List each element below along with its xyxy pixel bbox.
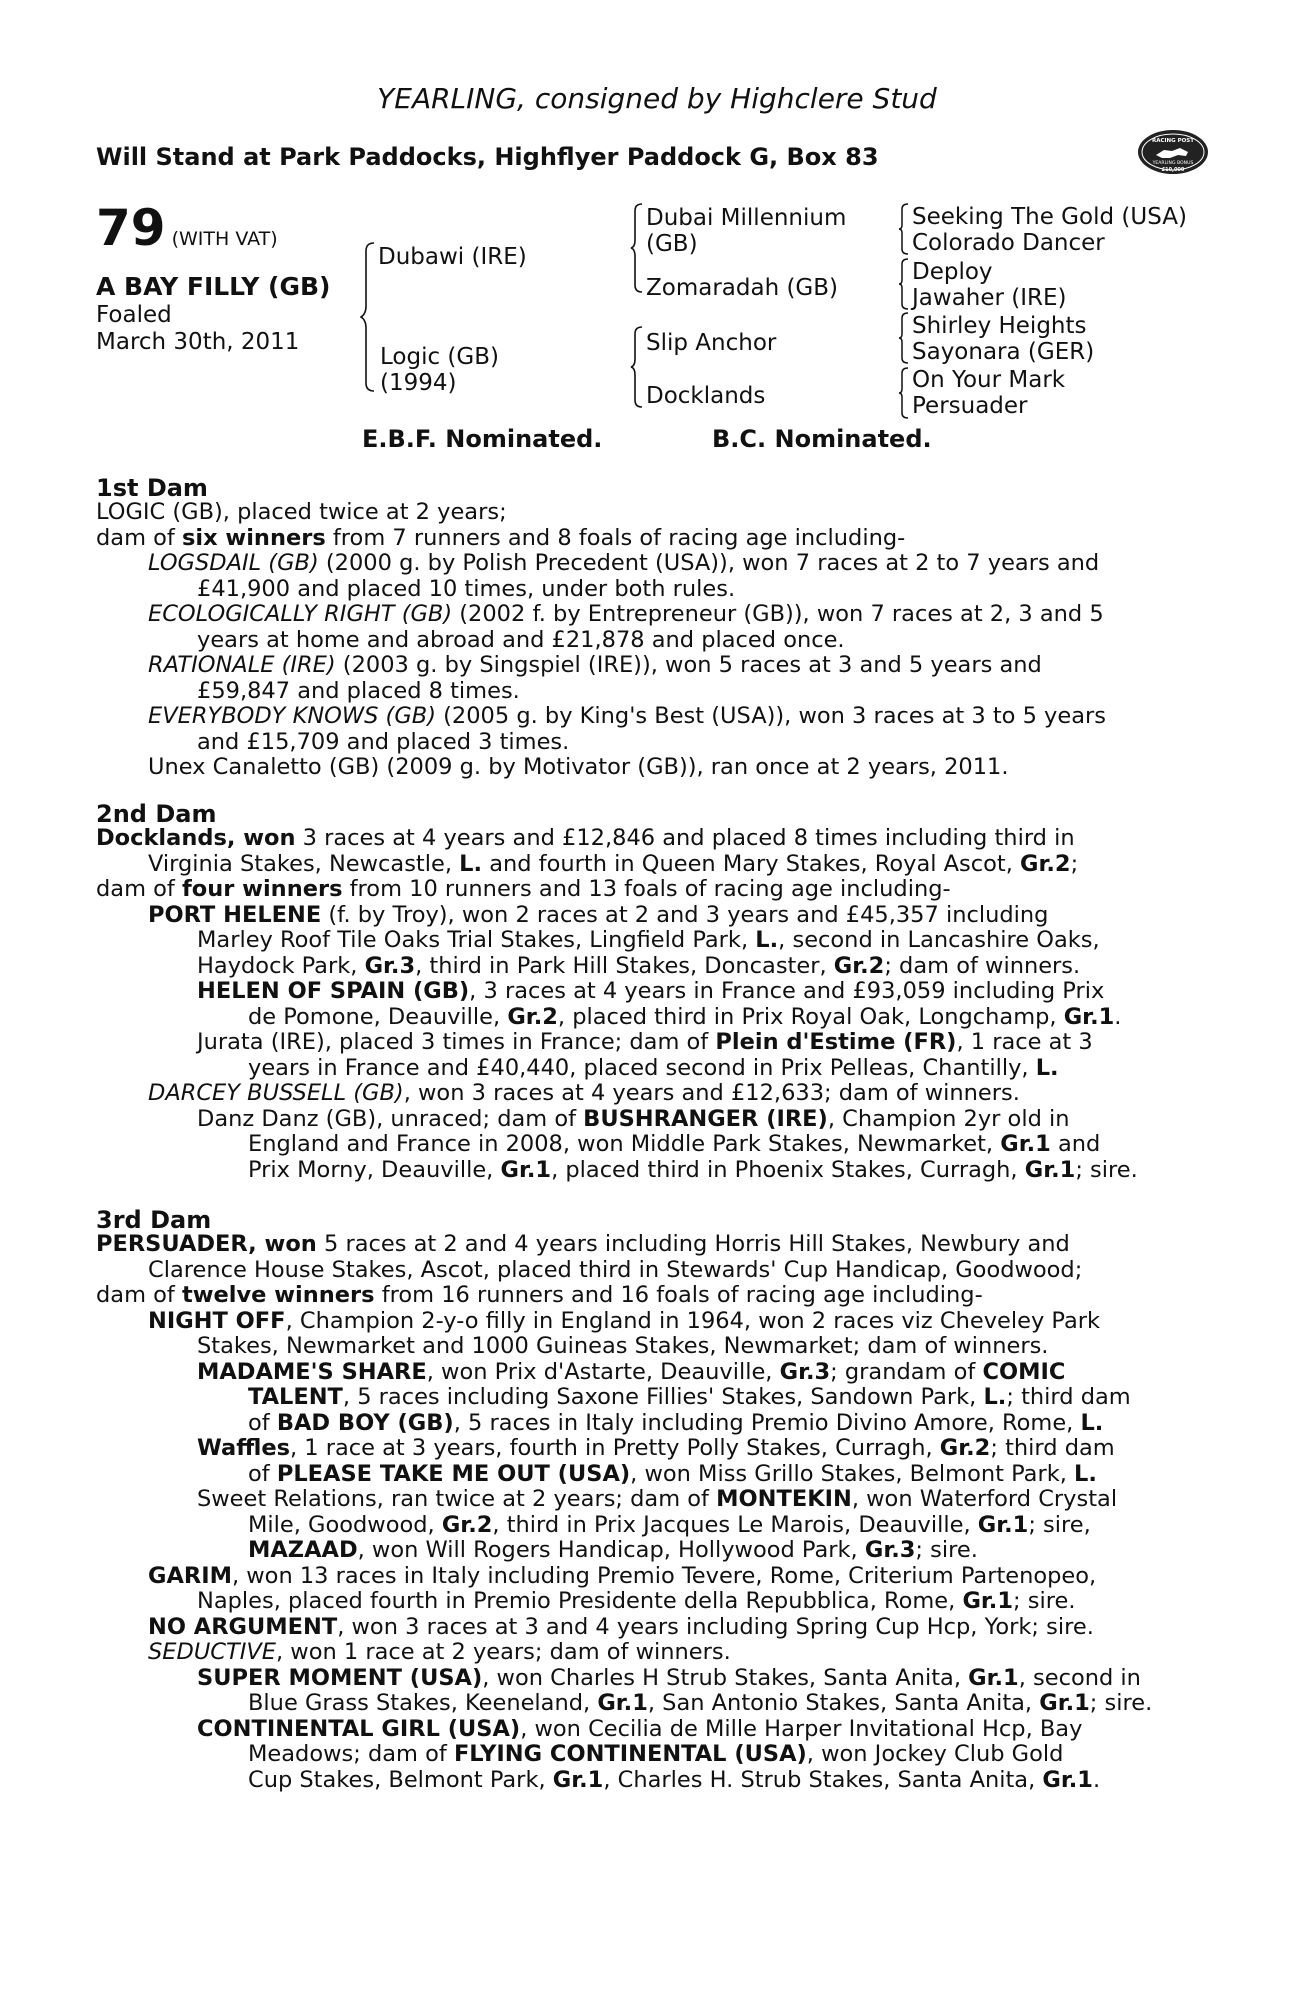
first-dam-line: LOGIC (GB), placed twice at 2 years; [96, 499, 507, 525]
first-dam-body [96, 500, 1204, 781]
brace-g1 [898, 203, 910, 255]
produce-entry: MADAME'S SHARE, won Prix d'Astarte, Deauville, Gr.3; grandam of COMIC [197, 1358, 1066, 1385]
produce-entry: SEDUCTIVE, won 1 race at 2 years; dam of winners. [148, 1639, 731, 1665]
horse-name: A BAY FILLY (GB) [96, 272, 331, 301]
produce-entry: DARCEY BUSSELL (GB), won 3 races at 4 years and £12,633; dam of winners. [148, 1080, 1020, 1106]
pedigree-sire-dam: Zomaradah (GB) [646, 275, 839, 301]
sire-dam-brace [360, 242, 376, 392]
pedigree-dam-name: Logic (GB) [380, 344, 499, 370]
produce-entry: Jurata (IRE), placed 3 times in France; dam of Plein d'Estime (FR), 1 race at 3 [197, 1029, 1093, 1055]
produce-entry: EVERYBODY KNOWS (GB) (2005 g. by King's Best (USA)), won 3 races at 3 to 5 years [148, 703, 1106, 729]
pedigree-dam-sire: Slip Anchor [646, 330, 777, 356]
pedigree-g3-4: Jawaher (IRE) [912, 285, 1067, 311]
produce-entry-cont: Stakes, Newmarket and 1000 Guineas Stakes, Newmarket; dam of winners. [197, 1333, 1049, 1359]
produce-entry: ECOLOGICALLY RIGHT (GB) (2002 f. by Entrepreneur (GB)), won 7 races at 2, 3 and 5 [148, 601, 1104, 627]
second-dam-line: Virginia Stakes, Newcastle, L. and fourth in Queen Mary Stakes, Royal Ascot, Gr.2; [148, 850, 1079, 877]
brace-g4 [898, 367, 910, 419]
produce-entry-cont: of PLEASE TAKE ME OUT (USA), won Miss Grillo Stakes, Belmont Park, L. [248, 1460, 1097, 1487]
pedigree-g3-2: Colorado Dancer [912, 230, 1105, 256]
pedigree-dam [380, 344, 499, 396]
badge-text-mid: YEARLING BONUS [1152, 161, 1194, 166]
produce-entry: Waffles, 1 race at 3 years, fourth in Pretty Polly Stakes, Curragh, Gr.2; third dam [197, 1435, 1115, 1461]
produce-entry-cont: Cup Stakes, Belmont Park, Gr.1, Charles H. Strub Stakes, Santa Anita, Gr.1. [248, 1766, 1101, 1793]
produce-entry: HELEN OF SPAIN (GB), 3 races at 4 years in France and £93,059 including Prix [197, 978, 1105, 1004]
ebf-nomination: E.B.F. Nominated. [362, 425, 603, 453]
produce-entry: Unex Canaletto (GB) (2009 g. by Motivator (GB)), ran once at 2 years, 2011. [148, 754, 1009, 780]
badge-text-amount: £10,000 [1161, 167, 1185, 173]
produce-entry: RATIONALE (IRE) (2003 g. by Singspiel (IRE)), won 5 races at 3 and 5 years and [148, 652, 1042, 678]
stabling-location: Will Stand at Park Paddocks, Highflyer Paddock G, Box 83 [96, 143, 879, 171]
produce-entry-cont: £59,847 and placed 8 times. [197, 677, 520, 704]
produce-entry-cont: England and France in 2008, won Middle Park Stakes, Newmarket, Gr.1 and [248, 1131, 1101, 1157]
produce-entry-cont: Blue Grass Stakes, Keeneland, Gr.1, San Antonio Stakes, Santa Anita, Gr.1; sire. [248, 1690, 1153, 1716]
badge-text-top: RACING POST [1151, 138, 1195, 144]
produce-entry-cont: years at home and abroad and £21,878 and placed once. [197, 626, 845, 653]
produce-entry: NO ARGUMENT, won 3 races at 3 and 4 years including Spring Cup Hcp, York; sire. [148, 1613, 1094, 1640]
pedigree-sire-sire [646, 205, 846, 257]
produce-entry-cont: Marley Roof Tile Oaks Trial Stakes, Lingfield Park, L., second in Lancashire Oaks, [197, 927, 1100, 953]
third-dam-produce-summary: dam of twelve winners from 16 runners and 16 foals of racing age including- [96, 1282, 983, 1308]
pedigree-g3-6: Sayonara (GER) [912, 339, 1095, 365]
pedigree-g3-7: On Your Mark [912, 367, 1066, 393]
pedigree-sire-sire-name: Dubai Millennium [646, 205, 847, 231]
pedigree-sire: Dubawi (IRE) [378, 244, 527, 270]
pedigree-g3-3: Deploy [912, 259, 993, 285]
vat-note: (WITH VAT) [171, 228, 278, 250]
first-dam-produce-summary: dam of six winners from 7 runners and 8 foals of racing age including- [96, 524, 906, 551]
produce-entry-cont: Mile, Goodwood, Gr.2, third in Prix Jacques Le Marois, Deauville, Gr.1; sire, [248, 1511, 1091, 1538]
produce-entry: SUPER MOMENT (USA), won Charles H Strub Stakes, Santa Anita, Gr.1, second in [197, 1664, 1141, 1691]
pedigree-dam-year: (1994) [380, 370, 457, 396]
third-dam-title: 3rd Dam [96, 1206, 212, 1234]
produce-entry-cont: of BAD BOY (GB), 5 races in Italy including Premio Divino Amore, Rome, L. [248, 1409, 1104, 1436]
foaled-info [96, 302, 299, 356]
bc-nomination: B.C. Nominated. [712, 425, 932, 453]
pedigree-g3-5: Shirley Heights [912, 313, 1087, 339]
produce-entry-cont: Prix Morny, Deauville, Gr.1, placed third in Phoenix Stakes, Curragh, Gr.1; sire. [248, 1156, 1138, 1183]
produce-entry-cont: Haydock Park, Gr.3, third in Park Hill Stakes, Doncaster, Gr.2; dam of winners. [197, 952, 1081, 979]
produce-entry-cont: de Pomone, Deauville, Gr.2, placed third in Prix Royal Oak, Longchamp, Gr.1. [248, 1003, 1122, 1030]
sire-line-brace [630, 203, 644, 293]
produce-entry: Danz Danz (GB), unraced; dam of BUSHRANGER (IRE), Champion 2yr old in [197, 1105, 1070, 1132]
foaled-date: March 30th, 2011 [96, 329, 300, 355]
second-dam-title: 2nd Dam [96, 800, 217, 828]
third-dam-body [96, 1232, 1204, 1793]
produce-entry-cont: TALENT, 5 races including Saxone Fillies' Stakes, Sandown Park, L.; third dam [248, 1384, 1131, 1410]
pedigree-g3-8: Persuader [912, 393, 1028, 419]
produce-entry: Sweet Relations, ran twice at 2 years; dam of MONTEKIN, won Waterford Crystal [197, 1486, 1118, 1512]
pedigree-g3-1: Seeking The Gold (USA) [912, 204, 1187, 230]
foaled-label: Foaled [96, 302, 172, 328]
third-dam-line: PERSUADER, won 5 races at 2 and 4 years including Horris Hill Stakes, Newbury and [96, 1231, 1070, 1257]
produce-entry-cont: and £15,709 and placed 3 times. [197, 728, 570, 755]
consignor-line: YEARLING, consigned by Highclere Stud [377, 82, 937, 115]
produce-entry: GARIM, won 13 races in Italy including Premio Tevere, Rome, Criterium Partenopeo, [148, 1562, 1097, 1589]
produce-entry-cont: Naples, placed fourth in Premio Presidente della Repubblica, Rome, Gr.1; sire. [197, 1588, 1076, 1614]
produce-entry: CONTINENTAL GIRL (USA), won Cecilia de Mille Harper Invitational Hcp, Bay [197, 1715, 1083, 1742]
pedigree-sire-sire-country: (GB) [646, 231, 698, 257]
produce-entry: LOGSDAIL (GB) (2000 g. by Polish Precedent (USA)), won 7 races at 2 to 7 years and [148, 550, 1100, 576]
produce-entry-cont: £41,900 and placed 10 times, under both rules. [197, 575, 736, 602]
dam-line-brace [630, 326, 644, 408]
brace-g2 [898, 258, 910, 310]
second-dam-line: Docklands, won 3 races at 4 years and £12,846 and placed 8 times including third in [96, 825, 1075, 851]
third-dam-line: Clarence House Stakes, Ascot, placed third in Stewards' Cup Handicap, Goodwood; [148, 1256, 1083, 1283]
produce-entry: NIGHT OFF, Champion 2-y-o filly in England in 1964, won 2 races viz Cheveley Park [148, 1307, 1101, 1334]
second-dam-produce-summary: dam of four winners from 10 runners and 13 foals of racing age including- [96, 876, 951, 902]
brace-g3 [898, 312, 910, 364]
yearling-bonus-badge [1136, 128, 1210, 176]
produce-entry: PORT HELENE (f. by Troy), won 2 races at 2 and 3 years and £45,357 including [148, 901, 1049, 928]
lot-heading [96, 199, 278, 257]
produce-entry-cont: years in France and £40,440, placed second in Prix Pelleas, Chantilly, L. [248, 1054, 1059, 1081]
produce-entry-cont: MAZAAD, won Will Rogers Handicap, Hollywood Park, Gr.3; sire. [248, 1537, 978, 1563]
produce-entry-cont: Meadows; dam of FLYING CONTINENTAL (USA), won Jockey Club Gold [248, 1741, 1064, 1767]
pedigree-dam-dam: Docklands [646, 383, 766, 409]
first-dam-title: 1st Dam [96, 474, 208, 502]
second-dam-body [96, 826, 1204, 1183]
lot-number: 79 [96, 199, 166, 257]
